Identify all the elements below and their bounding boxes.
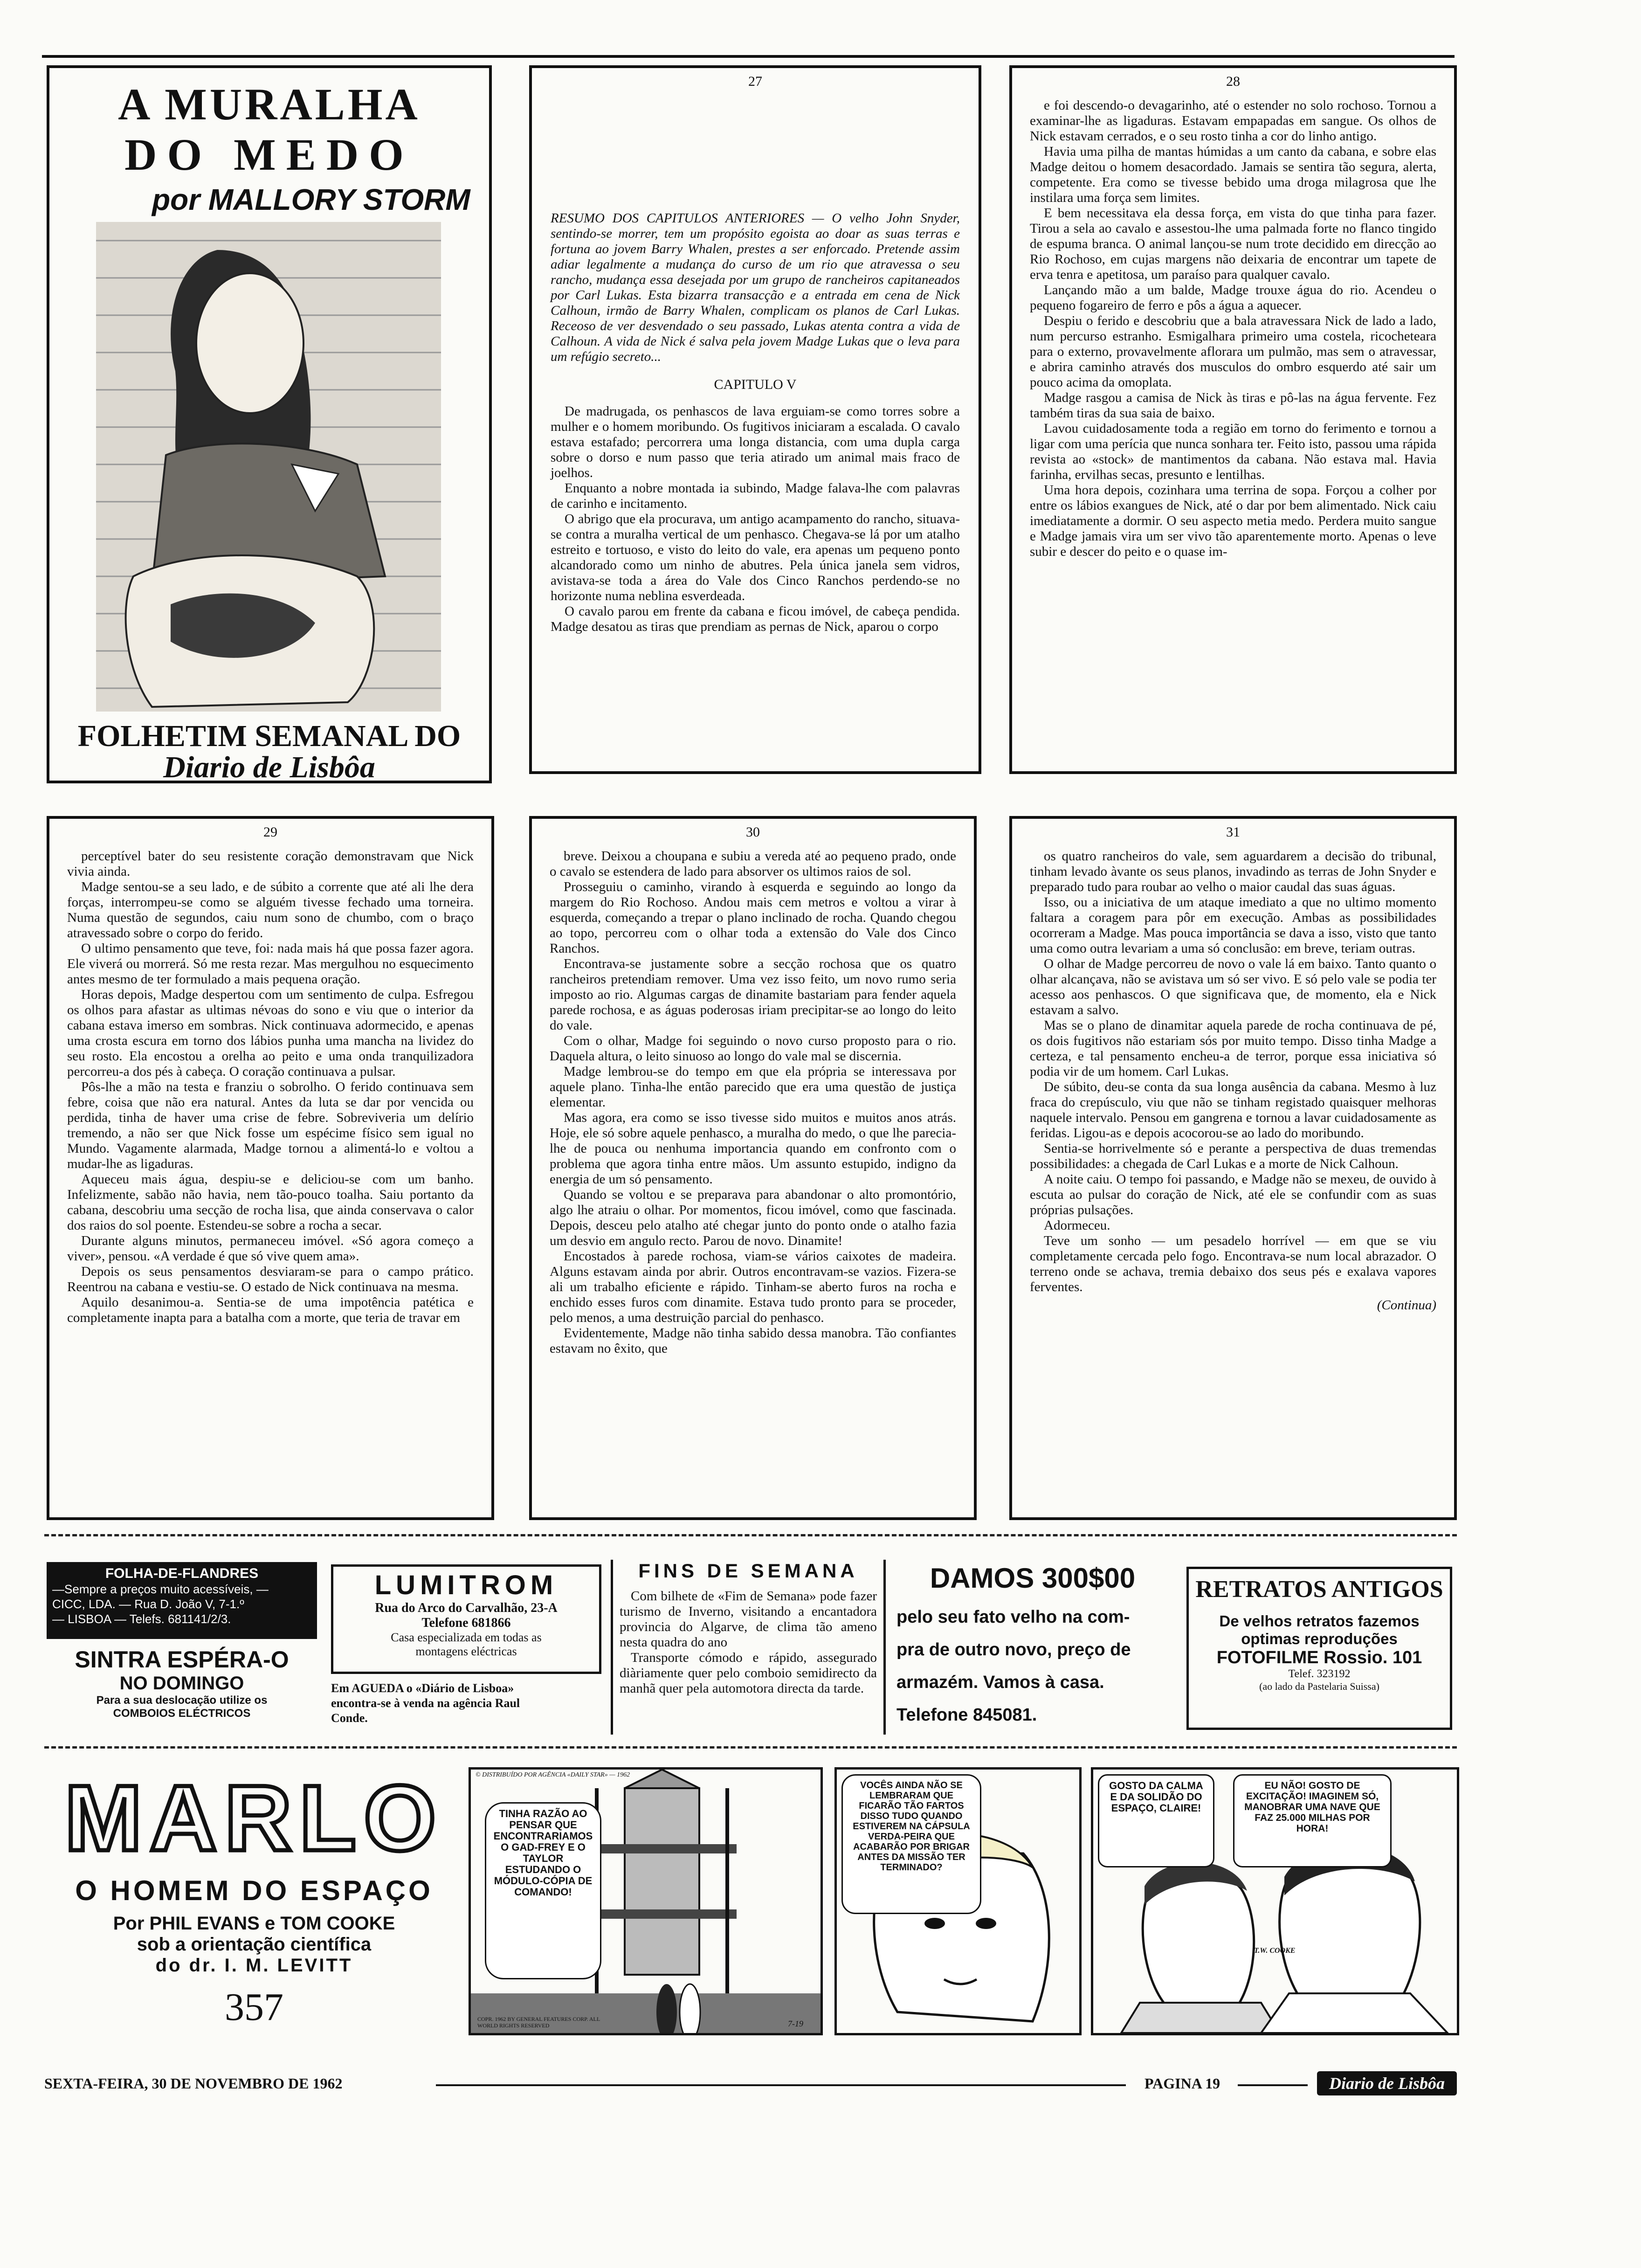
comic-episode-number: 357: [225, 1985, 283, 2029]
paragraph: Com o olhar, Madge foi seguindo o novo curso proposto para o rio. Daquela altura, o leito sinuoso ao longo do vale mal se discernia.: [550, 1033, 956, 1064]
paragraph: Enquanto a nobre montada ia subindo, Madge falava-lhe com palavras de carinho e incitamento.: [551, 481, 960, 511]
ad-line: Casa especializada em todas as: [391, 1631, 542, 1644]
paragraph: Mas se o plano de dinamitar aquela parede de rocha continuava de pé, os dois fugitivos não estariam sós por muito tempo. Disso tinha Madge a certeza, e tal pensamento encheu-a de terror, porque essa iniciativa só podia vir de um homem. Carl Lukas.: [1030, 1018, 1436, 1079]
page-number: 27: [748, 74, 762, 89]
comic-title-block: [44, 1767, 464, 2042]
ad-folha-de-flandres: [47, 1562, 317, 1639]
ad-line: Em AGUEDA o «Diário de Lisboa»: [331, 1681, 514, 1695]
paragraph: Adormeceu.: [1044, 1218, 1110, 1233]
ad-subtitle: NO DOMINGO: [119, 1673, 244, 1694]
paragraph: breve. Deixou a choupana e subiu a vereda até ao pequeno prado, onde o cavalo se estendera de lado para absorver os ultimos raios de sol.: [550, 849, 956, 879]
ad-line: optimas reproduções: [1241, 1630, 1398, 1647]
ad-title: RETRATOS ANTIGOS: [1195, 1576, 1443, 1603]
speech-bubble: TINHA RAZÃO AO PENSAR QUE ENCONTRARIAMOS O GAD-FREY E O TAYLOR ESTUDANDO O MÓDULO-CÓPIA DE COMANDO!: [485, 1802, 601, 1979]
paragraph: Quando se voltou e se preparava para abandonar o alto promontório, algo lhe atraiu o olhar. Por momentos, ficou imóvel, como que fascinada. Depois, desceu pelo atalho até chegar junto do ponto onde o atalho fazia um desvio em angulo recto. Parou de novo. Dinamite!: [550, 1187, 956, 1248]
paragraph: Despiu o ferido e descobriu que a bala atravessara Nick de lado a lado, num percurso estranho. Esmigalhara primeiro uma costela, ricocheteara para o externo, provavelmente aflorara um pulmão, mas sem o atravessar, e abrira caminho através dos musculos do ombro esquerdo até sair um pouco acima da omoplata.: [1030, 313, 1436, 390]
paragraph: De madrugada, os penhascos de lava erguiam-se como torres sobre a mulher e o homem moribundo. Os fugitivos iniciaram a escalada. O cavalo estava estafado; percorrera uma longa distancia, com uma dupla carga sobre o dorso e num passo que teria atirado um animal mais fraco de joelhos.: [551, 404, 960, 480]
ad-line: —Sempre a preços muito acessíveis, —: [52, 1582, 269, 1596]
chapter-heading: CAPITULO V: [714, 377, 797, 392]
ad-lumitrom: [331, 1564, 601, 1674]
ad-paragraph: Com bilhete de «Fim de Semana» pode fazer turismo de Inverno, visitando a encantadora provincia do Algarve, de clima tão ameno nesta quadra do ano: [620, 1589, 877, 1650]
artist-signature: T.W. COOKE: [1254, 1947, 1296, 1955]
ad-line: FOTOFILME Rossio. 101: [1216, 1648, 1422, 1667]
ad-fins-de-semana: [611, 1560, 886, 1735]
comic-panel-3: [1091, 1767, 1459, 2035]
page-27-body: [551, 404, 960, 635]
ad-line: — LISBOA — Telefs. 681141/2/3.: [52, 1612, 231, 1626]
comic-date-code: 7-19: [788, 2019, 803, 2028]
ad-line: CICC, LDA. — Rua D. João V, 7-1.º: [52, 1597, 244, 1611]
ad-line: Conde.: [331, 1711, 368, 1725]
comic-orientation: sob a orientação científica: [137, 1934, 372, 1955]
paragraph: os quatro rancheiros do vale, sem aguardarem a decisão do tribunal, tinham levado àvante os seus planos, invadindo as terras de John Snyder e preparado tudo para roubar ao velho o maior caudal das suas águas.: [1030, 849, 1436, 894]
page-30-panel: [529, 816, 977, 1520]
ad-title: FOLHA-DE-FLANDRES: [105, 1566, 259, 1581]
page-29-body: [67, 849, 474, 1326]
paragraph: Encontrava-se justamente sobre a secção rochosa que os quatro rancheiros pretendiam remover. Uma vez isso feito, um novo rumo seria imposto ao rio. Algumas cargas de dinamite bastariam para fender aquela parede rochosa, e as águas poderosas iriam precipitar-se ao longo do leito do vale.: [550, 956, 956, 1033]
ad-line: (ao lado da Pastelaria Suissa): [1259, 1680, 1379, 1692]
continua-label: (Continua): [1377, 1298, 1436, 1313]
paragraph: perceptível bater do seu resistente coração demonstravam que Nick vivia ainda.: [67, 849, 474, 879]
paragraph: Lançando mão a um balde, Madge trouxe água do rio. Acendeu o pequeno fogareiro de ferro e pôs a água a aquecer.: [1030, 283, 1436, 313]
ad-title: FINS DE SEMANA: [638, 1560, 858, 1582]
page-footer: [44, 2075, 1457, 2103]
page-number: 28: [1226, 74, 1240, 89]
page-29-panel: [47, 816, 494, 1520]
ad-line: Rua do Arco do Carvalhão, 23-A: [375, 1601, 558, 1615]
comic-title: MARLO: [64, 1766, 444, 1870]
footer-rule: [1238, 2084, 1308, 2086]
serial-title-line2: DO MEDO: [124, 130, 414, 180]
page-number: 31: [1226, 824, 1240, 840]
page-31-panel: [1009, 816, 1457, 1520]
ad-retratos-antigos: [1186, 1567, 1452, 1730]
ad-damos: [893, 1562, 1172, 1735]
summary-text: RESUMO DOS CAPITULOS ANTERIORES — O velho John Snyder, sentindo-se morrer, tem um propósito egoista ao doar as suas terras e fortuna ao jovem Barry Whalen, prestes a ser enforcado. Pretende assim adiar legalmente a mudança do curso de um rio que atravessa o seu rancho, mudança essa desejada por um grupo de rancheiros capitaneados por Carl Lukas. Esta bizarra transacção e a entrada em cena de Nick Calhoun, irmão de Barry Whalen, complicam os planos de Carl Lukas. Receoso de ver desvendado o seu passado, Lukas atenta contra a vida de Calhoun. A vida de Nick é salva pela jovem Madge Lukas que o leva para um refúgio secreto...: [551, 211, 960, 364]
page-30-body: [550, 849, 956, 1356]
paragraph: Pôs-lhe a mão na testa e franziu o sobrolho. O ferido continuava sem febre, coisa que não era natural. Antes da luta se dar por vencida ou perdida, tinha de haver uma crise de febre. Sobreviveria um delírio tremendo, a não ser que Nick fosse um espécime físico sem igual no Mundo. Vagamente alarmada, Madge tornou a alimentá-lo e voltou a mudar-lhe as ligaduras.: [67, 1079, 474, 1171]
ad-line: encontra-se à venda na agência Raul: [331, 1696, 520, 1710]
page-number: 30: [746, 824, 760, 840]
paragraph: Sentia-se horrivelmente só e perante a perspectiva de duas tremendas possibilidades: a chegada de Carl Lukas e a morte de Nick Calhoun.: [1030, 1141, 1436, 1171]
ad-agueda: [331, 1681, 601, 1732]
comic-caption: © DISTRIBUÍDO POR AGÊNCIA «DAILY STAR» — 1962: [476, 1771, 630, 1778]
ad-sintra: [47, 1646, 317, 1732]
paragraph: Encostados à parede rochosa, viam-se vários caixotes de madeira. Alguns estavam ainda por abrir. Outros encontravam-se vazios. Fizera-se ali um trabalho eficiente e rápido. Tinham-se aberto furos na rocha e enchido esses furos com dinamite. Estava tudo pronto para se proceder, pelo menos, a uma destruição parcial do penhasco.: [550, 1249, 956, 1325]
comic-doctor: do dr. I. M. LEVITT: [155, 1955, 353, 1976]
page-number: 29: [263, 824, 277, 840]
serial-illustration: [96, 222, 441, 712]
paragraph: Lavou cuidadosamente toda a região em torno do ferimento e tornou a ligar com uma perícia que nunca sonhara ter. Feito isto, passou uma rápida revista ao «stock» de mantimentos da cabana. Não estava mal. Havia farinha, ervilhas secas, presunto e lentilhas.: [1030, 421, 1436, 482]
comic-panel-1: [469, 1767, 823, 2035]
comic-panel-2: [834, 1767, 1082, 2035]
serial-title-panel: [47, 65, 492, 783]
comic-subtitle: O HOMEM DO ESPAÇO: [75, 1875, 433, 1906]
ad-line: pelo seu fato velho na com-: [896, 1607, 1130, 1627]
page-31-body: [1030, 849, 1436, 1313]
page-28-panel: [1009, 65, 1457, 774]
page-27-panel: [529, 65, 981, 774]
paragraph: Aqueceu mais água, despiu-se e deliciou-se com um banho. Infelizmente, sabão não havia, nem tão-pouco toalha. Saiu portanto da cabana, descobriu uma secção de rocha lisa, que ainda conservava o calor dos raios do sol poente. Estendeu-se sobre a rocha a secar.: [67, 1172, 474, 1233]
paragraph: Isso, ou a iniciativa de um ataque imediato a que no ultimo momento faltara a coragem para pôr em execução. Ambas as possibilidades ocorreram a Madge. Mas pouca importância se dava a isso, visto que tanto uma como outra levariam a uma só conclusão: em breve, teriam outras.: [1030, 895, 1436, 956]
ad-line: De velhos retratos fazemos: [1219, 1612, 1420, 1630]
paragraph: Prosseguiu o caminho, virando à esquerda e seguindo ao longo da margem do Rio Rochoso. Andou mais cem metros e voltou a virar à esquerda, começando a trepar o plano inclinado de rocha. Quando chegou ao topo, percorreu com o olhar toda a extensão do Vale dos Cinco Ranchos.: [550, 879, 956, 956]
serial-footer-line2: Diario de Lisbôa: [163, 750, 375, 784]
paragraph: Durante alguns minutos, permaneceu imóvel. «Só agora começo a viver», pensou. «A verdade é que só vive quem ama».: [67, 1233, 474, 1264]
paragraph: Havia uma pilha de mantas húmidas a um canto da cabana, e sobre elas Madge deitou o homem desacordado. Jamais se sentira tão segura, alerta, competente. Era como se tivesse bebido uma droga milagrosa que lhe instilara uma força sem limites.: [1030, 144, 1436, 205]
speech-bubble: VOCÊS AINDA NÃO SE LEMBRARAM QUE FICARÃO TÃO FARTOS DISSO TUDO QUANDO ESTIVEREM NA CÁPSULA VERDA-PEIRA QUE ACABARÃO POR BRIGAR ANTES DA MISSÃO TER TERMINADO?: [841, 1774, 981, 1914]
comic-copyright: COPR. 1962 BY GENERAL FEATURES CORP. ALL WORLD RIGHTS RESERVED: [477, 2016, 600, 2029]
paragraph: O ultimo pensamento que teve, foi: nada mais há que possa fazer agora. Ele viverá ou morrerá. Só me resta rezar. Mas mergulhou no esquecimento antes mesmo de ter formulado a mais pequena oração.: [67, 941, 474, 987]
comic-authors: Por PHIL EVANS e TOM COOKE: [113, 1913, 395, 1934]
ad-line: pra de outro novo, preço de: [896, 1640, 1131, 1660]
serial-footer-line1: FOLHETIM SEMANAL DO: [77, 719, 461, 753]
ad-line: Telefone 845081.: [896, 1705, 1037, 1725]
ad-title: DAMOS 300$00: [930, 1563, 1136, 1594]
ad-paragraph: Transporte cómodo e rápido, assegurado diàriamente quer pelo comboio semidirecto da manhã quer pela automotora directa da tarde.: [620, 1650, 877, 1696]
page-28-body: [1030, 98, 1436, 560]
paragraph: Mas agora, era como se isso tivesse sido muitos e muitos anos atrás. Hoje, ele só sobre aquele penhasco, a muralha do medo, o que lhe parecia-lhe de pouca ou nenhuma importancia quando em confronto com o problema que agora tinha entre mãos. Um assunto estupido, indigno da energia de um só pensamento.: [550, 1110, 956, 1187]
ad-line: montagens eléctricas: [415, 1645, 517, 1658]
paragraph: Aquilo desanimou-a. Sentia-se de uma impotência patética e completamente inapta para a batalha com a morte, que teria de travar em: [67, 1295, 474, 1325]
serial-title-line1: A MURALHA: [118, 79, 421, 129]
ads-top-rule: [44, 1534, 1457, 1536]
paragraph: Evidentemente, Madge não tinha sabido dessa manobra. Tão confiantes estavam no êxito, que: [550, 1326, 956, 1356]
paragraph: Madge lembrou-se do tempo em que ela própria se interessava por aquele plano. Tinha-lhe então parecido que era uma questão de justiça elementar.: [550, 1064, 956, 1110]
ad-line: Telefone 681866: [421, 1616, 511, 1630]
ad-line: COMBOIOS ELÉCTRICOS: [113, 1707, 251, 1720]
paragraph: Teve um sonho — um pesadelo horrível — em que se viu completamente cercada pelo fogo. Encontrava-se num local abrazador. O terreno onde se achava, tremia debaixo dos seus pés e exalava vapores ferventes.: [1030, 1233, 1436, 1294]
paragraph: A noite caiu. O tempo foi passando, e Madge não se mexeu, de ouvido à escuta ao pulsar do coração de Nick, até ele se confundir com as suas próprias pulsações.: [1030, 1172, 1436, 1217]
paragraph: e foi descendo-o devagarinho, até o estender no solo rochoso. Tornou a examinar-lhe as ligaduras. Estavam empapadas em sangue. Os olhos de Nick estavam cerrados, e o seu rosto tinha a cor do linho antigo.: [1030, 98, 1436, 144]
top-rule: [42, 55, 1455, 58]
ad-line: Para a sua deslocação utilize os: [96, 1694, 268, 1707]
paragraph: O cavalo parou em frente da cabana e ficou imóvel, de cabeça pendida. Madge desatou as tiras que prendiam as pernas de Nick, aparou o corpo: [551, 604, 960, 634]
paragraph: E bem necessitava ela dessa força, em vista do que tinha para fazer. Tirou a sela ao cavalo e assestou-lhe uma palmada forte no flanco tingido de espuma branca. O animal lançou-se num trote decidido em direcção ao Rio Rochoso, em cujas margens não deixaria de encontrar um tapete de erva tenra e apetitosa, um paraíso para qualquer cavalo.: [1030, 206, 1436, 282]
speech-bubble: EU NÃO! GOSTO DE EXCITAÇÃO! IMAGINEM SÓ, MANOBRAR UMA NAVE QUE FAZ 25.000 MILHAS POR HORA!: [1233, 1774, 1392, 1867]
paragraph: O olhar de Madge percorreu de novo o vale lá em baixo. Tanto quanto o olhar alcançava, não se avistava um só ser vivo. E só pelo vale se podia ter acesso aos penhascos. O que significava que, de momento, ela e Nick estavam a salvo.: [1030, 956, 1436, 1017]
footer-date: SEXTA-FEIRA, 30 DE NOVEMBRO DE 1962: [44, 2075, 343, 2092]
ad-line: armazém. Vamos à casa.: [896, 1673, 1104, 1692]
paragraph: De súbito, deu-se conta da sua longa ausência da cabana. Mesmo à luz fraca do crepúsculo, viu que não se tinham registado quaisquer melhoras naquele intervalo. Pensou em gangrena e tornou a lavar cuidadosamente as feridas. Ligou-as e depois acocorou-se ao lado do moribundo.: [1030, 1079, 1436, 1141]
footer-masthead: Diario de Lisbôa: [1317, 2071, 1457, 2095]
ads-bottom-rule: [44, 1746, 1457, 1749]
ad-title: SINTRA ESPÉRA-O: [75, 1646, 289, 1673]
serial-byline: por MALLORY STORM: [152, 183, 470, 216]
paragraph: Depois os seus pensamentos desviaram-se para o campo prático. Reentrou na cabana e vestiu-se. O estado de Nick continuava na mesma.: [67, 1264, 474, 1294]
paragraph: Madge sentou-se a seu lado, e de súbito a corrente que até ali lhe dera forças, interrompeu-se como se alguém tivesse fechado uma torneira. Numa questão de segundos, caiu num sono de chumbo, com o braço atravessado sobre o corpo do ferido.: [67, 879, 474, 940]
ad-line: Telef. 323192: [1288, 1668, 1351, 1680]
paragraph: O abrigo que ela procurava, um antigo acampamento do rancho, situava-se contra a muralha vertical de um penhasco. Chegava-se lá por um atalho estreito e tortuoso, e visto do leito do vale, era apenas um pequeno ponto alcandorado como um ninho de abutres. Pela única janela sem vidros, avistava-se toda a área do Vale dos Cinco Ranchos perdendo-se no horizonte numa neblina esverdeada.: [551, 512, 960, 603]
footer-page: PAGINA 19: [1145, 2075, 1220, 2092]
speech-bubble: GOSTO DA CALMA E DA SOLIDÃO DO ESPAÇO, CLAIRE!: [1098, 1774, 1214, 1867]
ad-title: LUMITROM: [374, 1570, 558, 1600]
paragraph: Madge rasgou a camisa de Nick às tiras e pô-las na água fervente. Fez também tiras da sua saia de baixo.: [1030, 390, 1436, 421]
footer-rule: [436, 2084, 1126, 2086]
paragraph: Uma hora depois, cozinhara uma terrina de sopa. Forçou a colher por entre os lábios exangues de Nick, até o dar por bem alimentado. Nick caiu imediatamente a dormir. O seu aspecto metia medo. Perdera muito sangue e Madge jamais vira um ser vivo tão aparentemente morto. Apenas o leve subir e descer do peito e o quase im-: [1030, 483, 1436, 559]
paragraph: Horas depois, Madge despertou com um sentimento de culpa. Esfregou os olhos para afastar as ultimas névoas do sono e viu que o interior da cabana estava imerso em sombras. Nick continuava adormecido, e apenas uma crosta escura em torno dos lábios punha uma mancha na lividez do seu rosto. Ela encostou a orelha ao peito e uma onda tranquilizadora percorreu-a dos pés à cabeça. O coração continuava a pulsar.: [67, 987, 474, 1079]
